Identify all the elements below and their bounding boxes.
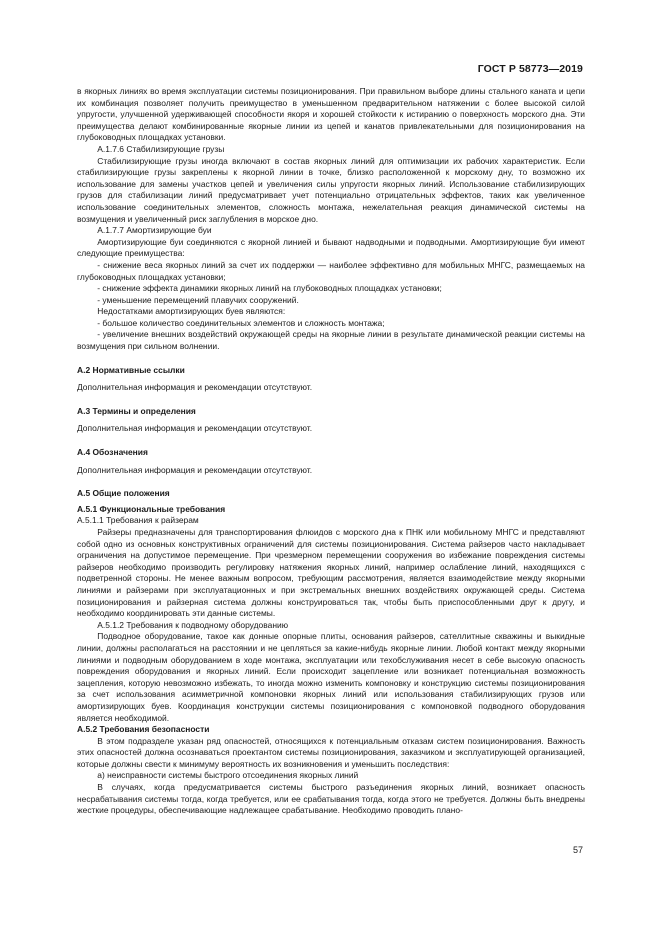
- paragraph: Райзеры предназначены для транспортирования флюидов с морского дна к ПНК или мобильному МНГС и представляют собой одно из основных конструктивных ограничений для системы позиционирования. Система райзеров часто накладывает ограничения на допустимое перемещение. При чрезмерном перемещении сооружения во избежание повреждения системы райзеров необходимо производить регулировку натяжения якорных линий, например ослабление линий, находящихся с подветренной стороны. Не менее важным вопросом, требующим рассмотрения, является взаимодействие между якорными линиями и райзерами при эксплуатационных и при экстремальных внешних воздействиях окружающей среды. Система позиционирования и райзерная система должны конструироваться так, чтобы быть приспособленными друг к другу, и необходимо координировать эти данные системы.: [77, 527, 585, 619]
- paragraph: Подводное оборудование, такое как донные опорные плиты, основания райзеров, сателлитные скважины и выкидные линии, должны располагаться на расстоянии и не цепляться за какие-нибудь якорные линии. Любой контакт между якорными линиями и подводным оборудованием в ходе монтажа, эксплуатации или техобслуживания несет в себе высокую опасность повреждения оборудования и якорных линий. Если происходит зацепление или возникает потенциальная возможность зацепления, которую невозможно избежать, то иногда можно изменить компоновку и конструкцию системы позиционирования за счет использования асимметричной компоновки якорных линий или использования стабилизирующих грузов или амортизирующих буев. Координация конструкции системы позиционирования с компоновкой подводного оборудования является необходимой.: [77, 631, 585, 723]
- paragraph: Недостатками амортизирующих буев являются:: [97, 306, 286, 317]
- section-heading: А.3 Термины и определения: [77, 405, 196, 416]
- paragraph: Стабилизирующие грузы иногда включают в состав якорных линий для оптимизации их рабочих характеристик. Если стабилизирующие грузы закреплены к якорной линии в точке, близко расположенной к морскому дну, то возможно их использование для замены участков цепей и увеличения силы упругости якорных линий. Использование стабилизирующих грузов для стабилизации линий предусматривает учет потенциально отрицательных эффектов, таких как увеличенное использование соединительных элементов, сложность монтажа, нежелательная реакция динамической системы на возмущения и увеличенный риск заглубления в морское дно.: [77, 155, 585, 224]
- subsection-heading: А.1.7.7 Амортизирующие буи: [97, 225, 212, 236]
- paragraph: В случаях, когда предусматривается системы быстрого разъединения якорных линий, возникает опасность несрабатывания системы тогда, когда требуется, или ее срабатывания тогда, когда этого не требуется. Должны быть внедрены жесткие процедуры, обеспечивающие надлежащее срабатывание. Необходимо проводить плано-: [77, 782, 585, 816]
- subsection-heading: А.5.2 Требования безопасности: [77, 724, 210, 735]
- paragraph: Амортизирующие буи соединяются с якорной линией и бывают надводными и подводными. Амортизирующие буи имеют следующие преимущества:: [77, 236, 585, 259]
- subsection-heading: А.5.1.1 Требования к райзерам: [77, 515, 199, 526]
- paragraph: Дополнительная информация и рекомендации отсутствуют.: [77, 464, 313, 475]
- subsection-heading: А.5.1 Функциональные требования: [77, 503, 226, 514]
- list-item: - снижение веса якорных линий за счет их поддержки — наиболее эффективно для мобильных МНГС, размещаемых на глубоководных площадках установки;: [77, 259, 585, 282]
- list-item: - большое количество соединительных элементов и сложность монтажа;: [97, 317, 385, 328]
- section-heading: А.5 Общие положения: [77, 488, 170, 499]
- paragraph: Дополнительная информация и рекомендации отсутствуют.: [77, 423, 313, 434]
- section-heading: А.4 Обозначения: [77, 447, 148, 458]
- page-body: [77, 86, 585, 817]
- subsection-heading: А.5.1.2 Требования к подводному оборудованию: [97, 619, 289, 630]
- page-number: 57: [572, 845, 583, 855]
- paragraph: в якорных линиях во время эксплуатации системы позиционирования. При правильном выборе длины стального каната и цепи их комбинация позволяет получить преимущество в уменьшенном предварительном натяжении с более высокой силой упругости, улучшенной удерживающей способности якоря и хорошей стойкости к истиранию о поверхность морского дна. Эти преимущества делают комбинированные якорные линии из цепей и канатов привлекательными для позиционирования на глубоководных площадках установки.: [77, 86, 585, 143]
- list-item: - уменьшение перемещений плавучих сооружений.: [97, 294, 299, 305]
- list-item: - снижение эффекта динамики якорных линий на глубоководных площадках установки;: [97, 283, 442, 294]
- list-item: - увеличение внешних воздействий окружающей среды на якорные линии в результате динамической реакции системы на возмущения при сильном волнении.: [77, 329, 585, 352]
- paragraph: Дополнительная информация и рекомендации отсутствуют.: [77, 382, 313, 393]
- document-id: ГОСТ Р 58773—2019: [477, 63, 583, 75]
- section-heading: А.2 Нормативные ссылки: [77, 364, 185, 375]
- paragraph: В этом подразделе указан ряд опасностей, относящихся к потенциальным отказам систем позиционирования. Важность этих опасностей должна осознаваться проектантом системы позиционирования, заказчиком и эксплуатирующей организацией, которые должны свести к минимуму вероятность их возникновения и уменьшить последствия:: [77, 735, 585, 769]
- list-item: а) неисправности системы быстрого отсоединения якорных линий: [97, 770, 359, 781]
- subsection-heading: А.1.7.6 Стабилизирующие грузы: [97, 143, 225, 154]
